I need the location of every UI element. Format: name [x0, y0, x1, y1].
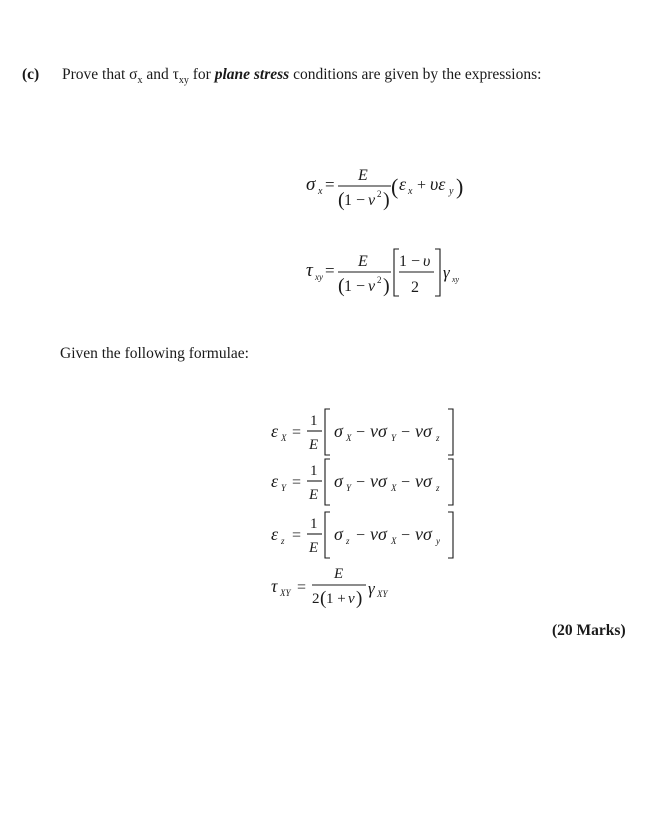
svg-text:ε: ε [271, 421, 279, 441]
svg-text:2: 2 [377, 275, 382, 285]
svg-text:=: = [292, 474, 302, 491]
svg-text:x: x [408, 186, 413, 197]
svg-text:2: 2 [377, 189, 382, 199]
svg-text:γ: γ [443, 263, 450, 282]
equation-epsilon-x [271, 409, 453, 455]
svg-text:): ) [356, 588, 363, 609]
svg-text:1 −: 1 − [344, 278, 366, 295]
svg-text:υε: υε [430, 174, 446, 194]
svg-text:Y: Y [346, 483, 352, 493]
question-mid: and τ [142, 66, 179, 83]
svg-text:−: − [356, 527, 366, 544]
svg-text:=: = [292, 527, 302, 544]
svg-text:E: E [309, 437, 319, 453]
equation-epsilon-y [271, 459, 453, 505]
svg-text:1 −: 1 − [399, 253, 421, 270]
svg-text:xy: xy [452, 275, 460, 284]
tau-subscript: xy [178, 75, 189, 87]
svg-text:νσ: νσ [415, 524, 432, 544]
svg-text:ν: ν [368, 192, 376, 209]
svg-text:(: ( [391, 174, 399, 199]
svg-text:−: − [401, 474, 411, 491]
svg-text:τ: τ [271, 576, 278, 596]
svg-text:X: X [281, 433, 287, 443]
svg-text:σ: σ [334, 524, 343, 544]
equation-tau-xy [306, 249, 460, 297]
svg-text:E: E [334, 566, 344, 582]
svg-text:σ: σ [306, 174, 316, 195]
equation-tau-xy-shear [271, 566, 388, 609]
svg-text:z: z [436, 483, 440, 493]
svg-text:X: X [391, 483, 397, 493]
svg-text:(: ( [338, 275, 345, 297]
svg-text:νσ: νσ [370, 421, 387, 441]
svg-text:X: X [346, 433, 352, 443]
equation-epsilon-z [271, 512, 453, 558]
svg-text:υ: υ [423, 253, 431, 270]
svg-text:1: 1 [310, 463, 318, 479]
svg-text:Y: Y [391, 433, 397, 443]
svg-text:(: ( [320, 588, 327, 609]
question-tail: conditions are given by the expressions: [289, 66, 542, 83]
plane-stress-emphasis: plane stress [214, 66, 290, 83]
svg-text:−: − [356, 474, 366, 491]
svg-text:ν: ν [348, 591, 355, 607]
svg-text:ε: ε [271, 471, 279, 491]
svg-text:X: X [391, 536, 397, 546]
svg-text:XY: XY [280, 588, 291, 598]
svg-text:ε: ε [399, 174, 407, 194]
svg-text:1: 1 [310, 413, 318, 429]
svg-text:XY: XY [377, 589, 388, 599]
svg-text:σ: σ [334, 421, 343, 441]
question-intro: Prove that σ [62, 66, 138, 83]
sigma-subscript: x [137, 75, 143, 87]
svg-text:2: 2 [312, 591, 320, 607]
svg-text:z: z [281, 536, 285, 546]
svg-text:ε: ε [271, 524, 279, 544]
svg-text:−: − [401, 424, 411, 441]
svg-text:z: z [436, 433, 440, 443]
svg-text:νσ: νσ [370, 524, 387, 544]
svg-text:(: ( [338, 189, 345, 211]
given-formulae-label: Given the following formulae: [60, 345, 249, 362]
svg-text:−: − [401, 527, 411, 544]
svg-text:τ: τ [306, 260, 313, 281]
svg-text:νσ: νσ [415, 421, 432, 441]
question-for: for [188, 66, 215, 83]
svg-text:−: − [356, 424, 366, 441]
svg-text:E: E [358, 253, 368, 270]
svg-text:νσ: νσ [370, 471, 387, 491]
svg-text:y: y [449, 186, 454, 197]
svg-text:2: 2 [411, 279, 419, 296]
svg-text:y: y [436, 536, 440, 546]
question-label: (c) [22, 66, 40, 83]
equation-sigma-x [306, 167, 463, 211]
svg-text:): ) [383, 275, 390, 297]
svg-text:=: = [325, 261, 335, 280]
svg-text:E: E [358, 167, 368, 184]
svg-text:=: = [325, 175, 335, 194]
svg-text:νσ: νσ [415, 471, 432, 491]
svg-text:E: E [309, 540, 319, 556]
svg-text:1: 1 [310, 516, 318, 532]
marks-label: (20 Marks) [552, 622, 626, 639]
svg-text:=: = [292, 424, 302, 441]
svg-text:γ: γ [368, 579, 375, 598]
svg-text:+: + [417, 177, 427, 194]
svg-text:Y: Y [281, 483, 287, 493]
svg-text:1 −: 1 − [344, 192, 366, 209]
svg-text:E: E [309, 487, 319, 503]
svg-text:): ) [383, 189, 390, 211]
svg-text:σ: σ [334, 471, 343, 491]
svg-text:z: z [346, 536, 350, 546]
svg-text:ν: ν [368, 278, 376, 295]
svg-text:x: x [318, 186, 323, 197]
svg-text:1 +: 1 + [326, 591, 346, 607]
svg-text:=: = [297, 579, 307, 596]
svg-text:xy: xy [315, 272, 323, 282]
svg-text:): ) [456, 174, 464, 199]
